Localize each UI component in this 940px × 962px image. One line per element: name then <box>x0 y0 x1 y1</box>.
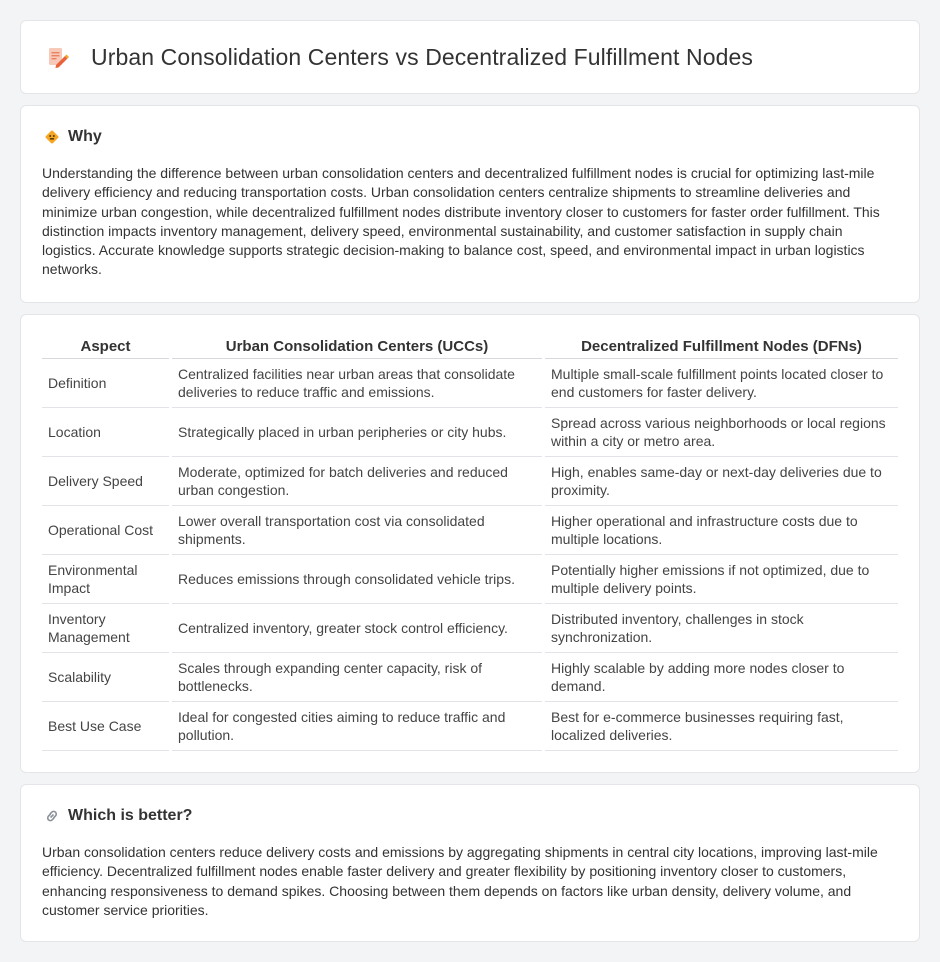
header-dfn: Decentralized Fulfillment Nodes (DFNs) <box>545 333 898 359</box>
dfn-cell: High, enables same-day or next-day deliveries due to proximity. <box>545 457 898 506</box>
link-icon <box>44 808 60 824</box>
ucc-cell: Moderate, optimized for batch deliveries and reduced urban congestion. <box>172 457 542 506</box>
better-title: Which is better? <box>68 807 193 824</box>
aspect-cell: Definition <box>42 359 169 408</box>
ucc-cell: Scales through expanding center capacity, risk of bottlenecks. <box>172 653 542 702</box>
table-header-row <box>42 333 898 359</box>
aspect-cell: Delivery Speed <box>42 457 169 506</box>
comparison-table <box>39 333 901 751</box>
document-pencil-icon <box>47 46 69 68</box>
table-row <box>42 604 898 653</box>
header-card <box>20 20 920 94</box>
table-row <box>42 702 898 751</box>
dfn-cell: Potentially higher emissions if not optimized, due to multiple delivery points. <box>545 555 898 604</box>
dfn-cell: Higher operational and infrastructure costs due to multiple locations. <box>545 506 898 555</box>
why-text: Understanding the difference between urban consolidation centers and decentralized fulfillment nodes is crucial for optimizing last-mile delivery efficiency and reducing transportation costs. Urban consolidation centers centralize shipments to streamline deliveries and minimize urban congestion, while decentralized fulfillment nodes distribute inventory closer to customers for faster order fulfillment. This distinction impacts inventory management, delivery speed, environmental sustainability, and customer satisfaction in supply chain logistics. Accurate knowledge supports strategic decision-making to balance cost, speed, and environmental impact in urban logistics networks. <box>42 165 880 278</box>
why-section <box>20 105 920 303</box>
ucc-cell: Centralized inventory, greater stock control efficiency. <box>172 604 542 653</box>
aspect-cell: Environmental Impact <box>42 555 169 604</box>
dfn-cell: Best for e-commerce businesses requiring fast, localized deliveries. <box>545 702 898 751</box>
aspect-cell: Location <box>42 408 169 457</box>
aspect-cell: Scalability <box>42 653 169 702</box>
dfn-cell: Highly scalable by adding more nodes closer to demand. <box>545 653 898 702</box>
aspect-cell: Best Use Case <box>42 702 169 751</box>
why-heading <box>42 128 898 146</box>
table-row <box>42 555 898 604</box>
page-title: Urban Consolidation Centers vs Decentralized Fulfillment Nodes <box>91 43 754 70</box>
header-aspect: Aspect <box>42 333 169 359</box>
ucc-cell: Centralized facilities near urban areas that consolidate deliveries to reduce traffic and emissions. <box>172 359 542 408</box>
why-title: Why <box>68 128 102 145</box>
table-row <box>42 408 898 457</box>
dfn-cell: Spread across various neighborhoods or local regions within a city or metro area. <box>545 408 898 457</box>
dfn-cell: Distributed inventory, challenges in stock synchronization. <box>545 604 898 653</box>
better-text: Urban consolidation centers reduce delivery costs and emissions by aggregating shipments in central city locations, improving last-mile efficiency. Decentralized fulfillment nodes enable faster delivery and greater flexibility by positioning inventory closer to customers, enhancing responsiveness to demand spikes. Choosing between them depends on factors like urban density, delivery volume, and customer service priorities. <box>42 844 878 918</box>
table-row <box>42 506 898 555</box>
better-heading <box>42 807 898 825</box>
ucc-cell: Strategically placed in urban peripheries or city hubs. <box>172 408 542 457</box>
ucc-cell: Reduces emissions through consolidated vehicle trips. <box>172 555 542 604</box>
comparison-table-card <box>20 314 920 773</box>
table-row <box>42 653 898 702</box>
aspect-cell: Inventory Management <box>42 604 169 653</box>
table-row <box>42 457 898 506</box>
dfn-cell: Multiple small-scale fulfillment points located closer to end customers for faster delivery. <box>545 359 898 408</box>
ucc-cell: Lower overall transportation cost via consolidated shipments. <box>172 506 542 555</box>
aspect-cell: Operational Cost <box>42 506 169 555</box>
header-ucc: Urban Consolidation Centers (UCCs) <box>172 333 542 359</box>
ucc-cell: Ideal for congested cities aiming to reduce traffic and pollution. <box>172 702 542 751</box>
table-row <box>42 359 898 408</box>
which-is-better-section <box>20 784 920 942</box>
warning-diamond-icon <box>44 129 60 145</box>
